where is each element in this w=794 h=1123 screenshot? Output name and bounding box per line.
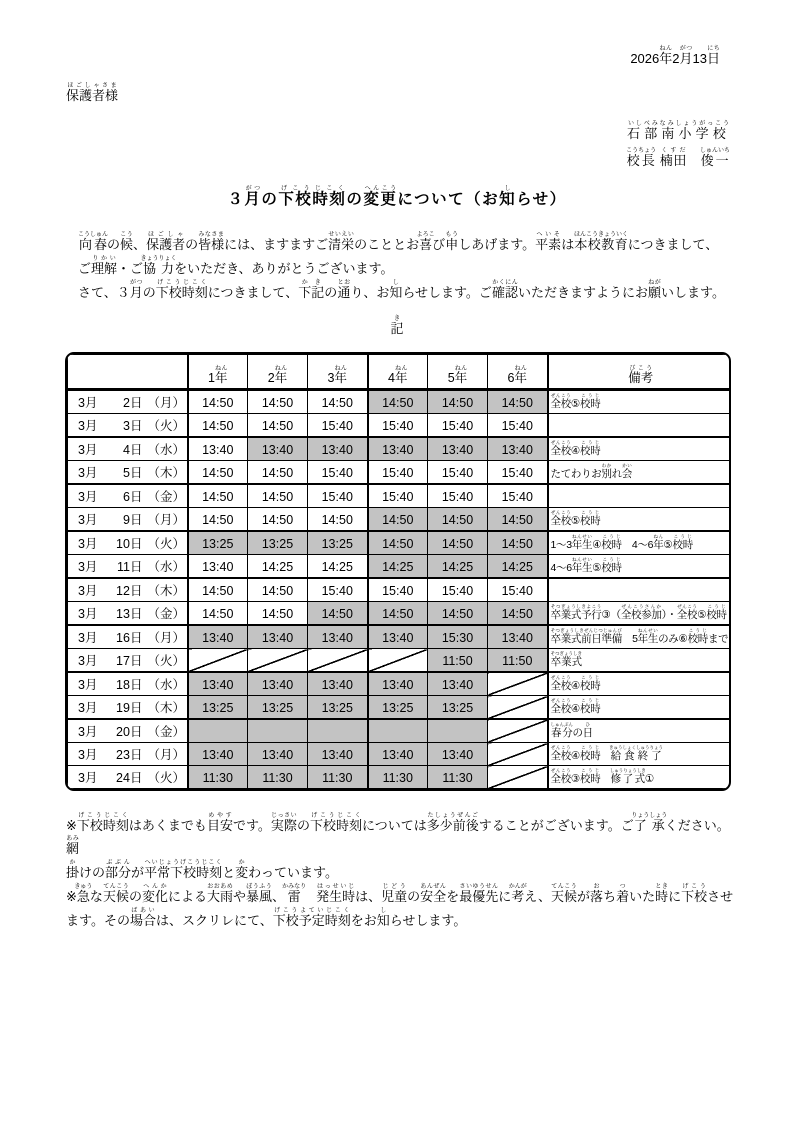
dismissal-time-cell: 13:40	[308, 672, 368, 696]
schedule-row	[68, 719, 732, 743]
dismissal-time-cell: 13:25	[188, 696, 248, 720]
remark-cell: 全校ぜんこう④校時こうじ	[548, 672, 732, 696]
date-month: 3月	[78, 443, 98, 457]
date-weekday: （火）	[147, 419, 185, 433]
dismissal-time-cell: 13:40	[248, 672, 308, 696]
date-weekday: （木）	[147, 584, 185, 598]
date-weekday: （水）	[147, 678, 185, 692]
remark-cell: 全校ぜんこう⑤校時こうじ	[548, 390, 732, 414]
date-weekday: （火）	[147, 537, 185, 551]
date-weekday: （水）	[147, 443, 185, 457]
dismissal-time-cell: 14:50	[368, 602, 428, 626]
dismissal-time-cell: 15:40	[368, 578, 428, 602]
dismissal-time-cell: 13:40	[248, 743, 308, 766]
date-cell	[68, 390, 188, 414]
schedule-row	[68, 437, 732, 461]
dismissal-time-cell: 14:50	[248, 461, 308, 485]
dismissal-time-cell: 15:40	[368, 484, 428, 508]
dismissal-time-cell: 13:40	[428, 672, 488, 696]
dismissal-time-cell: 13:25	[248, 531, 308, 555]
schedule-row	[68, 414, 732, 438]
record-mark: 記き	[390, 316, 404, 336]
dismissal-time-cell: 14:50	[428, 531, 488, 555]
dismissal-time-cell	[368, 719, 428, 743]
dismissal-time-cell: 13:25	[368, 696, 428, 720]
date-cell	[68, 766, 188, 789]
date-day: 13日	[116, 607, 143, 621]
grade-column-header: 4年ねん	[368, 355, 428, 390]
date-month: 3月	[78, 560, 98, 574]
dismissal-time-cell	[248, 719, 308, 743]
date-cell	[68, 672, 188, 696]
date-weekday: （月）	[147, 396, 185, 410]
dismissal-time-cell: 14:25	[368, 555, 428, 579]
date-month: 3月	[78, 748, 98, 762]
remark-cell: 卒業式そつぎょうしき	[548, 649, 732, 673]
date-cell	[68, 414, 188, 438]
remark-cell: 春分しゅんぶんの日ひ	[548, 719, 732, 743]
date-day: 3日	[123, 419, 143, 433]
date-day: 5日	[123, 466, 143, 480]
note-line: ※急きゅうな天候てんこうの変化へんかによる大雨おおあめや暴風ぼうふう、雷かみなり 発生時はっせいじは、児童じどうの安全あんぜんを最優先さいゆうせんに考かんがえ、天候てんこうが落おち着ついた時ときに下校げこうさせ	[66, 884, 734, 904]
dismissal-time-cell: 13:40	[308, 625, 368, 649]
grade-column-header: 3年ねん	[308, 355, 368, 390]
dismissal-time-cell: 15:40	[308, 484, 368, 508]
dismissal-time-cell: 15:40	[488, 578, 548, 602]
grade-column-header: 5年ねん	[428, 355, 488, 390]
dismissal-time-cell: 14:50	[188, 461, 248, 485]
date-weekday: （金）	[147, 607, 185, 621]
dismissal-time-cell: 14:50	[248, 578, 308, 602]
dismissal-time-cell: 14:50	[188, 602, 248, 626]
dismissal-time-cell: 14:50	[248, 602, 308, 626]
greeting-paragraph	[78, 232, 734, 304]
date-month: 3月	[78, 654, 98, 668]
date-cell	[68, 555, 188, 579]
dismissal-time-cell: 14:50	[488, 390, 548, 414]
dismissal-time-cell: 11:30	[428, 766, 488, 789]
date-weekday: （水）	[147, 560, 185, 574]
date-weekday: （月）	[147, 748, 185, 762]
date-cell	[68, 743, 188, 766]
date-weekday: （木）	[147, 701, 185, 715]
dismissal-time-cell: 13:40	[188, 743, 248, 766]
dismissal-time-cell: 14:50	[368, 508, 428, 532]
school-name: 石部南小学校いしべみなみしょうがっこう	[627, 121, 730, 141]
principal-name: 校長こうちょう 楠田くすだ 俊一しゅんいち	[626, 148, 730, 168]
dismissal-time-cell: 15:30	[428, 625, 488, 649]
greeting-line: さて、３月がつの下校時刻げこうじこくにつきまして、下記かきの通とおり、お知しらせします。ご確認かくにんいただきますようにお願ねがいします。	[78, 280, 725, 300]
date-month: 3月	[78, 607, 98, 621]
date-month: 3月	[78, 725, 98, 739]
dismissal-time-cell: 15:40	[488, 414, 548, 438]
greeting-line: ご理解りかい・ご協力きょうりょくをいただき、ありがとうございます。	[78, 256, 394, 276]
dismissal-time-cell: 15:40	[308, 578, 368, 602]
date-day: 16日	[116, 631, 143, 645]
date-day: 23日	[116, 748, 143, 762]
dismissal-time-cell: 13:40	[368, 625, 428, 649]
date-month: 3月	[78, 419, 98, 433]
dismissal-time-cell: 15:40	[428, 461, 488, 485]
dismissal-time-cell: 14:50	[308, 508, 368, 532]
dismissal-time-cell: 14:50	[488, 508, 548, 532]
dismissal-time-cell: 13:40	[188, 437, 248, 461]
date-weekday: （月）	[147, 631, 185, 645]
dismissal-time-cell: 14:50	[428, 602, 488, 626]
dismissal-time-cell: 11:50	[428, 649, 488, 673]
no-school-cell	[488, 696, 548, 720]
date-weekday: （月）	[147, 513, 185, 527]
date-day: 10日	[116, 537, 143, 551]
dismissal-time-cell: 13:40	[248, 625, 308, 649]
dismissal-time-cell: 15:40	[308, 461, 368, 485]
dismissal-time-cell: 15:40	[488, 461, 548, 485]
schedule-row	[68, 390, 732, 414]
date-cell	[68, 484, 188, 508]
schedule-row	[68, 531, 732, 555]
schedule-table-frame	[65, 352, 731, 791]
schedule-table-body	[68, 390, 732, 789]
note-line: 掛かけの部分ぶぶんが平常下校時刻へいじょうげこうじこくと変かわっています。	[66, 860, 338, 880]
dismissal-time-cell: 13:25	[248, 696, 308, 720]
no-school-cell	[488, 672, 548, 696]
date-weekday: （火）	[147, 654, 185, 668]
dismissal-time-cell: 14:25	[308, 555, 368, 579]
remark-cell: 全校ぜんこう④校時こうじ 給食終了きゅうしょくしゅうりょう	[548, 743, 732, 766]
dismissal-time-cell: 11:30	[248, 766, 308, 789]
remarks-column-header: 備考びこう	[548, 355, 732, 390]
no-school-cell	[488, 766, 548, 789]
no-school-cell	[248, 649, 308, 673]
remark-cell	[548, 414, 732, 438]
date-month: 3月	[78, 490, 98, 504]
dismissal-time-cell: 13:25	[188, 531, 248, 555]
date-day: 18日	[116, 678, 143, 692]
dismissal-time-cell: 14:50	[308, 390, 368, 414]
date-cell	[68, 508, 188, 532]
date-month: 3月	[78, 771, 98, 785]
remark-cell: 全校ぜんこう④校時こうじ	[548, 437, 732, 461]
recipient: 保護者様ほごしゃさま	[66, 83, 119, 103]
dismissal-time-cell: 14:50	[428, 390, 488, 414]
date-cell	[68, 531, 188, 555]
dismissal-time-cell: 13:40	[488, 625, 548, 649]
no-school-cell	[488, 719, 548, 743]
date-cell	[68, 696, 188, 720]
no-school-cell	[368, 649, 428, 673]
dismissal-time-cell: 15:40	[428, 414, 488, 438]
date-cell	[68, 625, 188, 649]
date-day: 6日	[123, 490, 143, 504]
dismissal-time-cell: 14:50	[248, 414, 308, 438]
date-day: 20日	[116, 725, 143, 739]
grade-column-header: 2年ねん	[248, 355, 308, 390]
date-day: 9日	[123, 513, 143, 527]
date-cell	[68, 437, 188, 461]
dismissal-time-cell: 15:40	[368, 414, 428, 438]
dismissal-time-cell: 14:50	[188, 508, 248, 532]
notes-section	[66, 813, 737, 932]
date-cell	[68, 578, 188, 602]
dismissal-time-cell: 13:40	[428, 743, 488, 766]
document-title: ３月がつの下校時刻げこうじこくの変更へんこうについて（お知しらせ）	[227, 186, 567, 208]
remark-cell: 全校ぜんこう③校時こうじ 修了式しゅうりょうしき①	[548, 766, 732, 789]
dismissal-time-cell: 15:40	[428, 578, 488, 602]
dismissal-time-cell: 14:50	[188, 414, 248, 438]
dismissal-time-cell: 14:50	[248, 508, 308, 532]
date-weekday: （金）	[147, 490, 185, 504]
dismissal-time-cell	[428, 719, 488, 743]
schedule-table-head	[68, 355, 732, 390]
dismissal-time-cell: 13:40	[368, 672, 428, 696]
dismissal-time-cell: 15:40	[488, 484, 548, 508]
schedule-row	[68, 555, 732, 579]
no-school-cell	[488, 743, 548, 766]
date-weekday: （木）	[147, 466, 185, 480]
date-month: 3月	[78, 396, 98, 410]
schedule-row	[68, 766, 732, 789]
document-date: 2026年ねん2月がつ13日にち	[630, 46, 720, 66]
schedule-row	[68, 484, 732, 508]
dismissal-time-cell: 11:30	[308, 766, 368, 789]
date-month: 3月	[78, 513, 98, 527]
date-month: 3月	[78, 701, 98, 715]
dismissal-time-cell: 13:40	[188, 625, 248, 649]
date-day: 2日	[123, 396, 143, 410]
schedule-table	[67, 354, 731, 789]
schedule-row	[68, 743, 732, 766]
remark-cell: 全校ぜんこう④校時こうじ	[548, 696, 732, 720]
dismissal-time-cell	[308, 719, 368, 743]
schedule-row	[68, 625, 732, 649]
dismissal-time-cell	[188, 719, 248, 743]
date-weekday: （金）	[147, 725, 185, 739]
note-line: ※下校時刻げこうじこくはあくまでも目安めやすです。実際じっさいの下校時刻げこうじこくについては多少前後たしょうぜんごすることがございます。ご了承りょうしょうください。 網あみ	[66, 813, 737, 856]
dismissal-time-cell: 14:50	[488, 531, 548, 555]
remark-cell: 卒業式予行そつぎょうしきよこう③（全校参加ぜんこうさんか）・全校ぜんこう⑤校時こうじ	[548, 602, 732, 626]
sender-block	[0, 120, 730, 174]
date-cell	[68, 719, 188, 743]
schedule-row	[68, 649, 732, 673]
grade-column-header: 6年ねん	[488, 355, 548, 390]
dismissal-time-cell: 15:40	[368, 461, 428, 485]
dismissal-time-cell: 13:40	[248, 437, 308, 461]
date-month: 3月	[78, 584, 98, 598]
dismissal-time-cell: 14:50	[188, 578, 248, 602]
schedule-header-row	[68, 355, 732, 390]
dismissal-time-cell: 14:50	[188, 484, 248, 508]
note-line: ます。その場合ばあいは、スクリレにて、下校予定時刻げこうよていじこくをお知しらせします。	[66, 908, 467, 928]
dismissal-time-cell: 15:40	[428, 484, 488, 508]
dismissal-time-cell: 14:50	[428, 508, 488, 532]
date-day: 17日	[116, 654, 143, 668]
schedule-row	[68, 508, 732, 532]
date-cell	[68, 649, 188, 673]
dismissal-time-cell: 14:50	[188, 390, 248, 414]
dismissal-time-cell: 13:40	[188, 555, 248, 579]
dismissal-time-cell: 14:50	[488, 602, 548, 626]
dismissal-time-cell: 13:40	[368, 437, 428, 461]
date-weekday: （火）	[147, 771, 185, 785]
dismissal-time-cell: 11:30	[368, 766, 428, 789]
date-cell	[68, 461, 188, 485]
date-month: 3月	[78, 678, 98, 692]
schedule-row	[68, 672, 732, 696]
schedule-row	[68, 461, 732, 485]
dismissal-time-cell: 13:40	[188, 672, 248, 696]
dismissal-time-cell: 14:25	[248, 555, 308, 579]
remark-cell	[548, 578, 732, 602]
remark-cell: 4～6年生ねんせい⑤校時こうじ	[548, 555, 732, 579]
dismissal-time-cell: 13:40	[428, 437, 488, 461]
dismissal-time-cell: 15:40	[308, 414, 368, 438]
schedule-row	[68, 696, 732, 720]
dismissal-time-cell: 13:25	[308, 531, 368, 555]
dismissal-time-cell: 13:40	[488, 437, 548, 461]
dismissal-time-cell: 14:25	[428, 555, 488, 579]
dismissal-time-cell: 13:40	[368, 743, 428, 766]
date-day: 11日	[116, 560, 143, 574]
no-school-cell	[308, 649, 368, 673]
schedule-row	[68, 602, 732, 626]
date-cell	[68, 602, 188, 626]
remark-cell: 卒業式前日準備そつぎょうしきぜんじつじゅんび 5年生ねんせいのみ⑥校時こうじまで	[548, 625, 732, 649]
schedule-row	[68, 578, 732, 602]
remark-cell: 全校ぜんこう⑤校時こうじ	[548, 508, 732, 532]
dismissal-time-cell: 13:40	[308, 437, 368, 461]
dismissal-time-cell: 14:50	[368, 531, 428, 555]
greeting-line: 向春こうしゅんの候こう、保護者ほごしゃの皆様みなさまには、ますますご清栄せいえいのこととお喜よろこび申もうしあげます。平素へいそは本校教育ほんこうきょういくにつきまして、	[78, 232, 719, 252]
date-month: 3月	[78, 537, 98, 551]
grade-column-header: 1年ねん	[188, 355, 248, 390]
dismissal-time-cell: 14:50	[308, 602, 368, 626]
remark-cell: 1～3年生ねんせい④校時こうじ 4～6年ねん⑤校時こうじ	[548, 531, 732, 555]
date-month: 3月	[78, 631, 98, 645]
dismissal-time-cell: 13:40	[308, 743, 368, 766]
remark-cell	[548, 484, 732, 508]
dismissal-time-cell: 14:50	[368, 390, 428, 414]
dismissal-time-cell: 14:50	[248, 484, 308, 508]
dismissal-time-cell: 14:25	[488, 555, 548, 579]
dismissal-time-cell: 14:50	[248, 390, 308, 414]
date-day: 19日	[116, 701, 143, 715]
dismissal-time-cell: 13:25	[428, 696, 488, 720]
date-day: 4日	[123, 443, 143, 457]
date-day: 12日	[116, 584, 143, 598]
date-day: 24日	[116, 771, 143, 785]
date-month: 3月	[78, 466, 98, 480]
date-column-header	[68, 355, 188, 390]
dismissal-time-cell: 11:30	[188, 766, 248, 789]
dismissal-time-cell: 11:50	[488, 649, 548, 673]
remark-cell: たてわりお別わかれ会かい	[548, 461, 732, 485]
no-school-cell	[188, 649, 248, 673]
dismissal-time-cell: 13:25	[308, 696, 368, 720]
